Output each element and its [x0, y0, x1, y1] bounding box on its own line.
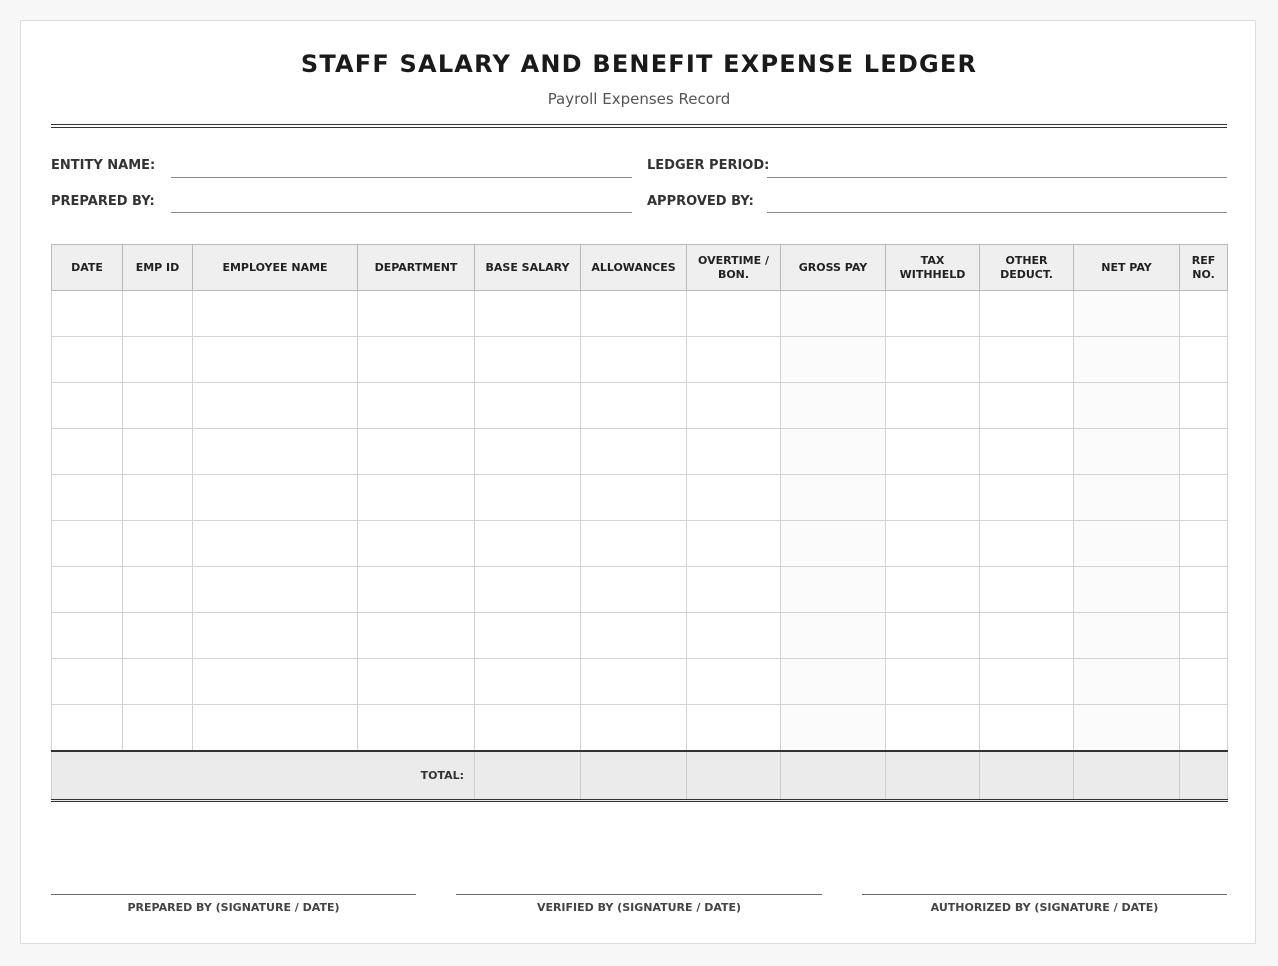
- header-ref-line2: NO.: [1192, 267, 1215, 281]
- allowances-cell[interactable]: [581, 567, 687, 613]
- header-ref-line1: REF: [1191, 253, 1216, 267]
- table-row: [52, 475, 1228, 521]
- ref-no-cell[interactable]: [1180, 429, 1228, 475]
- department-cell[interactable]: [358, 475, 475, 521]
- net-pay-cell[interactable]: [1074, 291, 1180, 337]
- allowances-cell[interactable]: [581, 659, 687, 705]
- other-deduct-cell[interactable]: [980, 567, 1074, 613]
- base-salary-cell[interactable]: [475, 383, 581, 429]
- total-other-deduct-cell[interactable]: [980, 751, 1074, 801]
- net-pay-cell[interactable]: [1074, 429, 1180, 475]
- entity-name-label: ENTITY NAME:: [51, 158, 156, 173]
- ref-no-cell[interactable]: [1180, 383, 1228, 429]
- date-cell[interactable]: [52, 383, 123, 429]
- header-overtime-line2: BON.: [717, 267, 750, 281]
- total-row: [52, 751, 1228, 801]
- other-deduct-cell[interactable]: [980, 659, 1074, 705]
- emp-id-cell[interactable]: [123, 429, 193, 475]
- overtime-bonus-cell[interactable]: [687, 383, 781, 429]
- allowances-cell[interactable]: [581, 383, 687, 429]
- other-deduct-cell[interactable]: [980, 521, 1074, 567]
- base-salary-cell[interactable]: [475, 291, 581, 337]
- other-deduct-cell[interactable]: [980, 337, 1074, 383]
- header-emp-id: EMP ID: [123, 245, 193, 291]
- header-rule-top: [51, 124, 1227, 125]
- header-net-pay: NET PAY: [1074, 245, 1180, 291]
- department-cell[interactable]: [358, 383, 475, 429]
- emp-id-cell[interactable]: [123, 475, 193, 521]
- prepared-signature-line[interactable]: [51, 894, 416, 895]
- overtime-bonus-cell[interactable]: [687, 613, 781, 659]
- emp-id-cell[interactable]: [123, 521, 193, 567]
- date-cell[interactable]: [52, 429, 123, 475]
- gross-pay-cell[interactable]: [781, 383, 886, 429]
- tax-withheld-cell[interactable]: [886, 613, 980, 659]
- ledger-period-field[interactable]: [767, 177, 1227, 178]
- department-cell[interactable]: [358, 429, 475, 475]
- base-salary-cell[interactable]: [475, 429, 581, 475]
- ref-no-cell[interactable]: [1180, 613, 1228, 659]
- table-row: [52, 567, 1228, 613]
- total-net-pay-cell[interactable]: [1074, 751, 1180, 801]
- authorized-signature-label: AUTHORIZED BY (SIGNATURE / DATE): [930, 901, 1159, 914]
- page-title: STAFF SALARY AND BENEFIT EXPENSE LEDGER: [300, 50, 978, 78]
- table-row: [52, 291, 1228, 337]
- emp-id-cell[interactable]: [123, 567, 193, 613]
- ref-no-cell[interactable]: [1180, 521, 1228, 567]
- header-other-deduct: OTHER DEDUCT.: [980, 245, 1074, 291]
- other-deduct-cell[interactable]: [980, 613, 1074, 659]
- date-cell[interactable]: [52, 475, 123, 521]
- department-cell[interactable]: [358, 613, 475, 659]
- department-cell[interactable]: [358, 521, 475, 567]
- emp-id-cell[interactable]: [123, 291, 193, 337]
- base-salary-cell[interactable]: [475, 475, 581, 521]
- employee-name-cell[interactable]: [193, 567, 358, 613]
- gross-pay-cell[interactable]: [781, 429, 886, 475]
- tax-withheld-cell[interactable]: [886, 337, 980, 383]
- base-salary-cell[interactable]: [475, 613, 581, 659]
- other-deduct-cell[interactable]: [980, 475, 1074, 521]
- total-overtime-cell[interactable]: [687, 751, 781, 801]
- date-cell[interactable]: [52, 705, 123, 751]
- approved-by-label: APPROVED BY:: [647, 194, 754, 209]
- tax-withheld-cell[interactable]: [886, 475, 980, 521]
- gross-pay-cell[interactable]: [781, 705, 886, 751]
- employee-name-cell[interactable]: [193, 475, 358, 521]
- authorized-signature-line[interactable]: [862, 894, 1227, 895]
- header-base-salary: BASE SALARY: [475, 245, 581, 291]
- employee-name-cell[interactable]: [193, 521, 358, 567]
- emp-id-cell[interactable]: [123, 705, 193, 751]
- employee-name-cell[interactable]: [193, 429, 358, 475]
- expense-ledger-table: [51, 244, 1228, 802]
- overtime-bonus-cell[interactable]: [687, 291, 781, 337]
- table-row: [52, 659, 1228, 705]
- approved-by-field[interactable]: [767, 212, 1227, 213]
- other-deduct-cell[interactable]: [980, 383, 1074, 429]
- tax-withheld-cell[interactable]: [886, 291, 980, 337]
- net-pay-cell[interactable]: [1074, 613, 1180, 659]
- table-header-row: [52, 245, 1228, 291]
- overtime-bonus-cell[interactable]: [687, 521, 781, 567]
- date-cell[interactable]: [52, 521, 123, 567]
- other-deduct-cell[interactable]: [980, 705, 1074, 751]
- base-salary-cell[interactable]: [475, 337, 581, 383]
- department-cell[interactable]: [358, 567, 475, 613]
- header-tax-withheld: TAX WITHHELD: [886, 245, 980, 291]
- gross-pay-cell[interactable]: [781, 337, 886, 383]
- allowances-cell[interactable]: [581, 337, 687, 383]
- ledger-body: [52, 291, 1228, 751]
- overtime-bonus-cell[interactable]: [687, 659, 781, 705]
- total-gross-pay-cell[interactable]: [781, 751, 886, 801]
- employee-name-cell[interactable]: [193, 337, 358, 383]
- prepared-by-label: PREPARED BY:: [51, 194, 155, 209]
- department-cell[interactable]: [358, 659, 475, 705]
- net-pay-cell[interactable]: [1074, 521, 1180, 567]
- table-row: [52, 429, 1228, 475]
- header-overtime-line1: OVERTIME /: [698, 253, 769, 267]
- net-pay-cell[interactable]: [1074, 337, 1180, 383]
- total-tax-withheld-cell[interactable]: [886, 751, 980, 801]
- department-cell[interactable]: [358, 291, 475, 337]
- emp-id-cell[interactable]: [123, 613, 193, 659]
- employee-name-cell[interactable]: [193, 383, 358, 429]
- overtime-bonus-cell[interactable]: [687, 567, 781, 613]
- table-row: [52, 705, 1228, 751]
- tax-withheld-cell[interactable]: [886, 429, 980, 475]
- ref-no-cell[interactable]: [1180, 705, 1228, 751]
- header-date: DATE: [52, 245, 123, 291]
- overtime-bonus-cell[interactable]: [687, 337, 781, 383]
- tax-withheld-cell[interactable]: [886, 383, 980, 429]
- gross-pay-cell[interactable]: [781, 613, 886, 659]
- emp-id-cell[interactable]: [123, 383, 193, 429]
- ref-no-cell[interactable]: [1180, 337, 1228, 383]
- tax-withheld-cell[interactable]: [886, 567, 980, 613]
- base-salary-cell[interactable]: [475, 659, 581, 705]
- base-salary-cell[interactable]: [475, 705, 581, 751]
- gross-pay-cell[interactable]: [781, 521, 886, 567]
- employee-name-cell[interactable]: [193, 659, 358, 705]
- ref-no-cell[interactable]: [1180, 567, 1228, 613]
- emp-id-cell[interactable]: [123, 659, 193, 705]
- verified-signature-label: VERIFIED BY (SIGNATURE / DATE): [536, 901, 742, 914]
- other-deduct-cell[interactable]: [980, 429, 1074, 475]
- net-pay-cell[interactable]: [1074, 475, 1180, 521]
- table-row: [52, 337, 1228, 383]
- verified-signature-line[interactable]: [456, 894, 822, 895]
- date-cell[interactable]: [52, 659, 123, 705]
- allowances-cell[interactable]: [581, 613, 687, 659]
- allowances-cell[interactable]: [581, 475, 687, 521]
- header-gross-pay: GROSS PAY: [781, 245, 886, 291]
- prepared-signature-label: PREPARED BY (SIGNATURE / DATE): [127, 901, 340, 914]
- prepared-by-field[interactable]: [171, 212, 632, 213]
- employee-name-cell[interactable]: [193, 291, 358, 337]
- entity-name-field[interactable]: [171, 177, 632, 178]
- gross-pay-cell[interactable]: [781, 659, 886, 705]
- ledger-period-label: LEDGER PERIOD:: [647, 158, 770, 173]
- total-allowances-cell[interactable]: [581, 751, 687, 801]
- employee-name-cell[interactable]: [193, 613, 358, 659]
- table-row: [52, 383, 1228, 429]
- date-cell[interactable]: [52, 337, 123, 383]
- department-cell[interactable]: [358, 705, 475, 751]
- gross-pay-cell[interactable]: [781, 475, 886, 521]
- base-salary-cell[interactable]: [475, 521, 581, 567]
- header-rule-bottom: [51, 127, 1227, 128]
- gross-pay-cell[interactable]: [781, 567, 886, 613]
- header-overtime-bonus: [687, 245, 781, 291]
- allowances-cell[interactable]: [581, 429, 687, 475]
- date-cell[interactable]: [52, 613, 123, 659]
- date-cell[interactable]: [52, 291, 123, 337]
- department-cell[interactable]: [358, 337, 475, 383]
- employee-name-cell[interactable]: [193, 705, 358, 751]
- table-row: [52, 613, 1228, 659]
- tax-withheld-cell[interactable]: [886, 659, 980, 705]
- tax-withheld-cell[interactable]: [886, 705, 980, 751]
- ref-no-cell[interactable]: [1180, 659, 1228, 705]
- header-employee-name: EMPLOYEE NAME: [193, 245, 358, 291]
- page-subtitle: Payroll Expenses Record: [547, 90, 731, 108]
- total-label: TOTAL:: [52, 751, 475, 801]
- header-allowances: ALLOWANCES: [581, 245, 687, 291]
- overtime-bonus-cell[interactable]: [687, 429, 781, 475]
- net-pay-cell[interactable]: [1074, 383, 1180, 429]
- header-ref-no: [1180, 245, 1228, 291]
- allowances-cell[interactable]: [581, 291, 687, 337]
- overtime-bonus-cell[interactable]: [687, 705, 781, 751]
- total-base-salary-cell[interactable]: [475, 751, 581, 801]
- date-cell[interactable]: [52, 567, 123, 613]
- overtime-bonus-cell[interactable]: [687, 475, 781, 521]
- net-pay-cell[interactable]: [1074, 659, 1180, 705]
- ref-no-cell[interactable]: [1180, 475, 1228, 521]
- gross-pay-cell[interactable]: [781, 291, 886, 337]
- tax-withheld-cell[interactable]: [886, 521, 980, 567]
- emp-id-cell[interactable]: [123, 337, 193, 383]
- allowances-cell[interactable]: [581, 705, 687, 751]
- total-ref-cell[interactable]: [1180, 751, 1228, 801]
- table-row: [52, 521, 1228, 567]
- header-department: DEPARTMENT: [358, 245, 475, 291]
- other-deduct-cell[interactable]: [980, 291, 1074, 337]
- net-pay-cell[interactable]: [1074, 567, 1180, 613]
- ref-no-cell[interactable]: [1180, 291, 1228, 337]
- base-salary-cell[interactable]: [475, 567, 581, 613]
- allowances-cell[interactable]: [581, 521, 687, 567]
- net-pay-cell[interactable]: [1074, 705, 1180, 751]
